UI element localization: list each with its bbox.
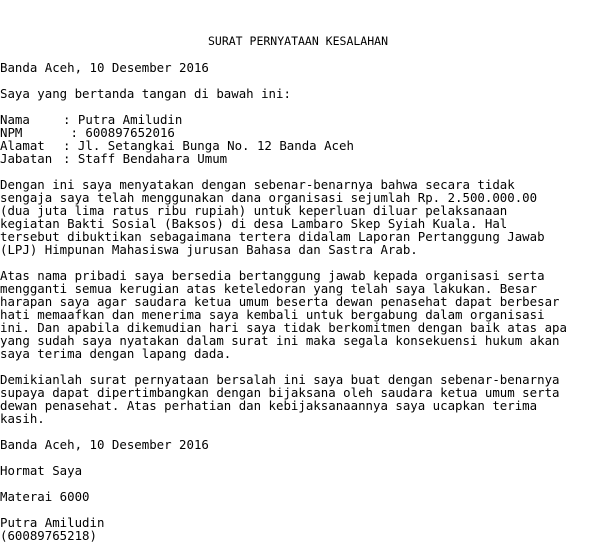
paragraph-2-line: saya terima dengan lapang dada. (0, 346, 232, 361)
paragraph-2-line: Atas nama pribadi saya bersedia bertanggung jawab kepada organisasi serta (0, 268, 545, 283)
paragraph-2-line: ini. Dan apabila dikemudian hari saya tidak berkomitmen dengan baik atas apa (0, 320, 567, 335)
paragraph-3-line: dewan penasehat. Atas perhatian dan kebijaksanaannya saya ucapkan terima (0, 398, 538, 413)
intro-text: Saya yang bertanda tangan di bawah ini: (0, 86, 291, 101)
identity-value: : Staff Bendahara Umum (63, 151, 228, 166)
paragraph-3-line: supaya dapat dipertimbangkan dengan bijaksana oleh saudara ketua umum serta (0, 385, 560, 400)
closing-greeting: Hormat Saya (0, 463, 83, 478)
identity-label: NPM (0, 125, 23, 140)
paragraph-1-line: (dua juta lima ratus ribu rupiah) untuk keperluan diluar pelaksanaan (0, 203, 508, 218)
identity-label: Nama (0, 112, 30, 127)
paragraph-3-line: kasih. (0, 411, 45, 426)
identity-label: Jabatan (0, 151, 53, 166)
closing-place-date: Banda Aceh, 10 Desember 2016 (0, 437, 209, 452)
paragraph-1-line: kegiatan Bakti Sosial (Baksos) di desa Lambaro Skep Syiah Kuala. Hal (0, 216, 508, 231)
paragraph-2-line: harapan saya agar saudara ketua umum beserta dewan penasehat dapat berbesar (0, 294, 560, 309)
identity-label: Alamat (0, 138, 45, 153)
place-date: Banda Aceh, 10 Desember 2016 (0, 60, 209, 75)
paragraph-1-line: tersebut dibuktikan sebagaimana tertera didalam Laporan Pertanggung Jawab (0, 229, 545, 244)
paragraph-1-line: (LPJ) Himpunan Mahasiswa jurusan Bahasa dan Sastra Arab. (0, 242, 418, 257)
paragraph-2-line: mengganti semua kerugian atas keteledoran yang telah saya lakukan. Besar (0, 281, 538, 296)
letter-title: SURAT PERNYATAAN KESALAHAN (207, 34, 388, 48)
paragraph-2-line: hati memaafkan dan menerima saya kembali untuk bergabung dalam organisasi (0, 307, 545, 322)
signer-id: (60089765218) (0, 528, 97, 543)
signer-name: Putra Amiludin (0, 515, 105, 530)
identity-row-position (0, 152, 227, 165)
identity-value: : Jl. Setangkai Bunga No. 12 Banda Aceh (63, 138, 354, 153)
identity-value: : Putra Amiludin (63, 112, 183, 127)
paragraph-1-line: Dengan ini saya menyatakan dengan sebenar-benarnya bahwa secara tidak (0, 177, 515, 192)
paragraph-1-line: sengaja saya telah menggunakan dana organisasi sejumlah Rp. 2.500.000.00 (0, 190, 538, 205)
paragraph-2-line: yang sudah saya nyatakan dalam surat ini maka segala konsekuensi hukum akan (0, 333, 560, 348)
stamp-note: Materai 6000 (0, 489, 90, 504)
identity-value: : 600897652016 (63, 125, 175, 140)
paragraph-3-line: Demikianlah surat pernyataan bersalah ini saya buat dengan sebenar-benarnya (0, 372, 560, 387)
